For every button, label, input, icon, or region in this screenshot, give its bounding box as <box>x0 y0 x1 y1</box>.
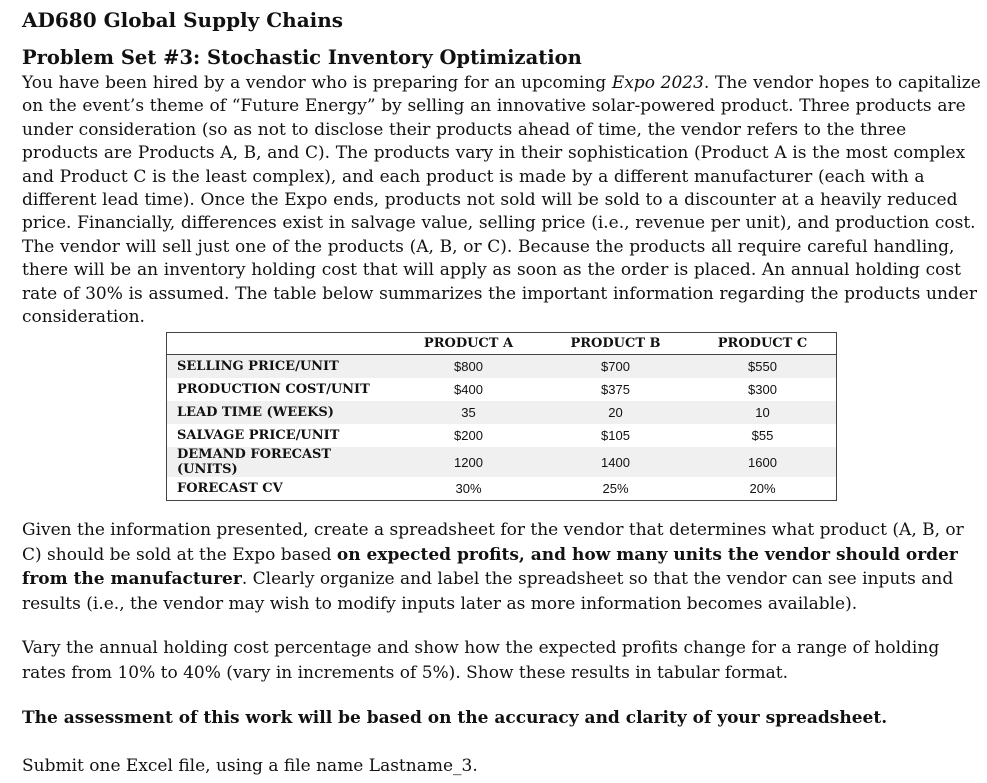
cell-product-a: 30% <box>455 481 482 496</box>
cell-product-c: 10 <box>689 401 837 424</box>
cell-product-a: 1200 <box>395 447 542 477</box>
cell-product-b: 1400 <box>542 447 689 477</box>
row-label: PRODUCTION COST/UNIT <box>177 382 370 397</box>
intro-paragraph <box>22 72 982 329</box>
task-text-1: Given the information presented, create a spreadsheet for the vendor that determines what product (A, B, or C) should be sold at the Expo based <box>22 520 964 565</box>
cell-product-a: 35 <box>395 401 542 424</box>
task-text-2: . Clearly organize and label the spreadsheet so that the vendor can see inputs and results (i.e., the vendor may wish to modify inputs later as more information becomes available). <box>22 569 954 614</box>
cell-product-a: $800 <box>395 355 542 379</box>
row-label: DEMAND FORECAST (UNITS) <box>167 447 396 477</box>
table-row <box>167 447 837 477</box>
table-header-product-a: PRODUCT A <box>395 333 542 355</box>
cell-product-c: $550 <box>689 355 837 379</box>
task-emphasis: on expected profits, and how many units the vendor should order from the manufacturer <box>22 544 958 589</box>
table-header-product-b: PRODUCT B <box>542 333 689 355</box>
cell-product-a: $400 <box>454 382 483 397</box>
cell-product-b: 20 <box>542 401 689 424</box>
table-header-blank <box>167 333 396 355</box>
cell-product-c: $55 <box>751 428 774 443</box>
cell-product-c: 1600 <box>689 447 837 477</box>
table-row <box>167 424 837 447</box>
table-row <box>167 477 837 501</box>
cell-product-b: $700 <box>542 355 689 379</box>
cell-product-b: $375 <box>601 382 630 397</box>
row-label: SALVAGE PRICE/UNIT <box>177 428 340 443</box>
cell-product-b: $105 <box>601 428 630 443</box>
table-header-product-c: PRODUCT C <box>689 333 837 355</box>
intro-text-2: . The vendor hopes to capitalize on the event’s theme of “Future Energy” by selling an innovative solar-powered product. Three products are under consideration (so as not to disclose their products ahead of time, the vendor refers to the three products are Products A, B, and C). The products vary in their sophistication (Product A is the most complex and Product C is the least complex), and each product is made by a different manufacturer (each with a different lead time). Once the Expo ends, products not sold will be sold to a discounter at a heavily reduced price. Financially, differences exist in salvage value, selling price (i.e., revenue per unit), and production cost. The vendor will sell just one of the products (A, B, or C). Because the products all require careful handling, there will be an inventory holding cost that will apply as soon as the order is placed. An annual holding cost rate of 30% is assumed. The table below summarizes the important information regarding the products under consideration. <box>22 73 981 328</box>
cell-product-b: 25% <box>602 481 629 496</box>
sensitivity-paragraph: Vary the annual holding cost percentage and show how the expected profits change for a range of holding rates from 10% to 40% (vary in increments of 5%). Show these results in tabular format. <box>22 638 940 683</box>
table-row <box>167 355 837 379</box>
cell-product-c: 20% <box>749 481 776 496</box>
cell-product-a: $200 <box>454 428 483 443</box>
row-label: FORECAST CV <box>177 481 283 496</box>
course-title: AD680 Global Supply Chains <box>22 8 344 32</box>
task-paragraph <box>22 518 982 616</box>
row-label: LEAD TIME (WEEKS) <box>167 401 396 424</box>
table-header-row <box>167 333 837 355</box>
table-row <box>167 378 837 401</box>
row-label: SELLING PRICE/UNIT <box>167 355 396 379</box>
submission-paragraph: Submit one Excel file, using a file name Lastname_3. <box>22 756 478 776</box>
problem-set-title: Problem Set #3: Stochastic Inventory Optimization <box>22 46 582 69</box>
table-row <box>167 401 837 424</box>
intro-text-1: You have been hired by a vendor who is preparing for an upcoming <box>22 73 612 93</box>
product-table <box>166 332 837 501</box>
assessment-paragraph: The assessment of this work will be based on the accuracy and clarity of your spreadsheet. <box>22 708 888 728</box>
expo-name: Expo 2023 <box>611 73 704 93</box>
cell-product-c: $300 <box>748 382 777 397</box>
